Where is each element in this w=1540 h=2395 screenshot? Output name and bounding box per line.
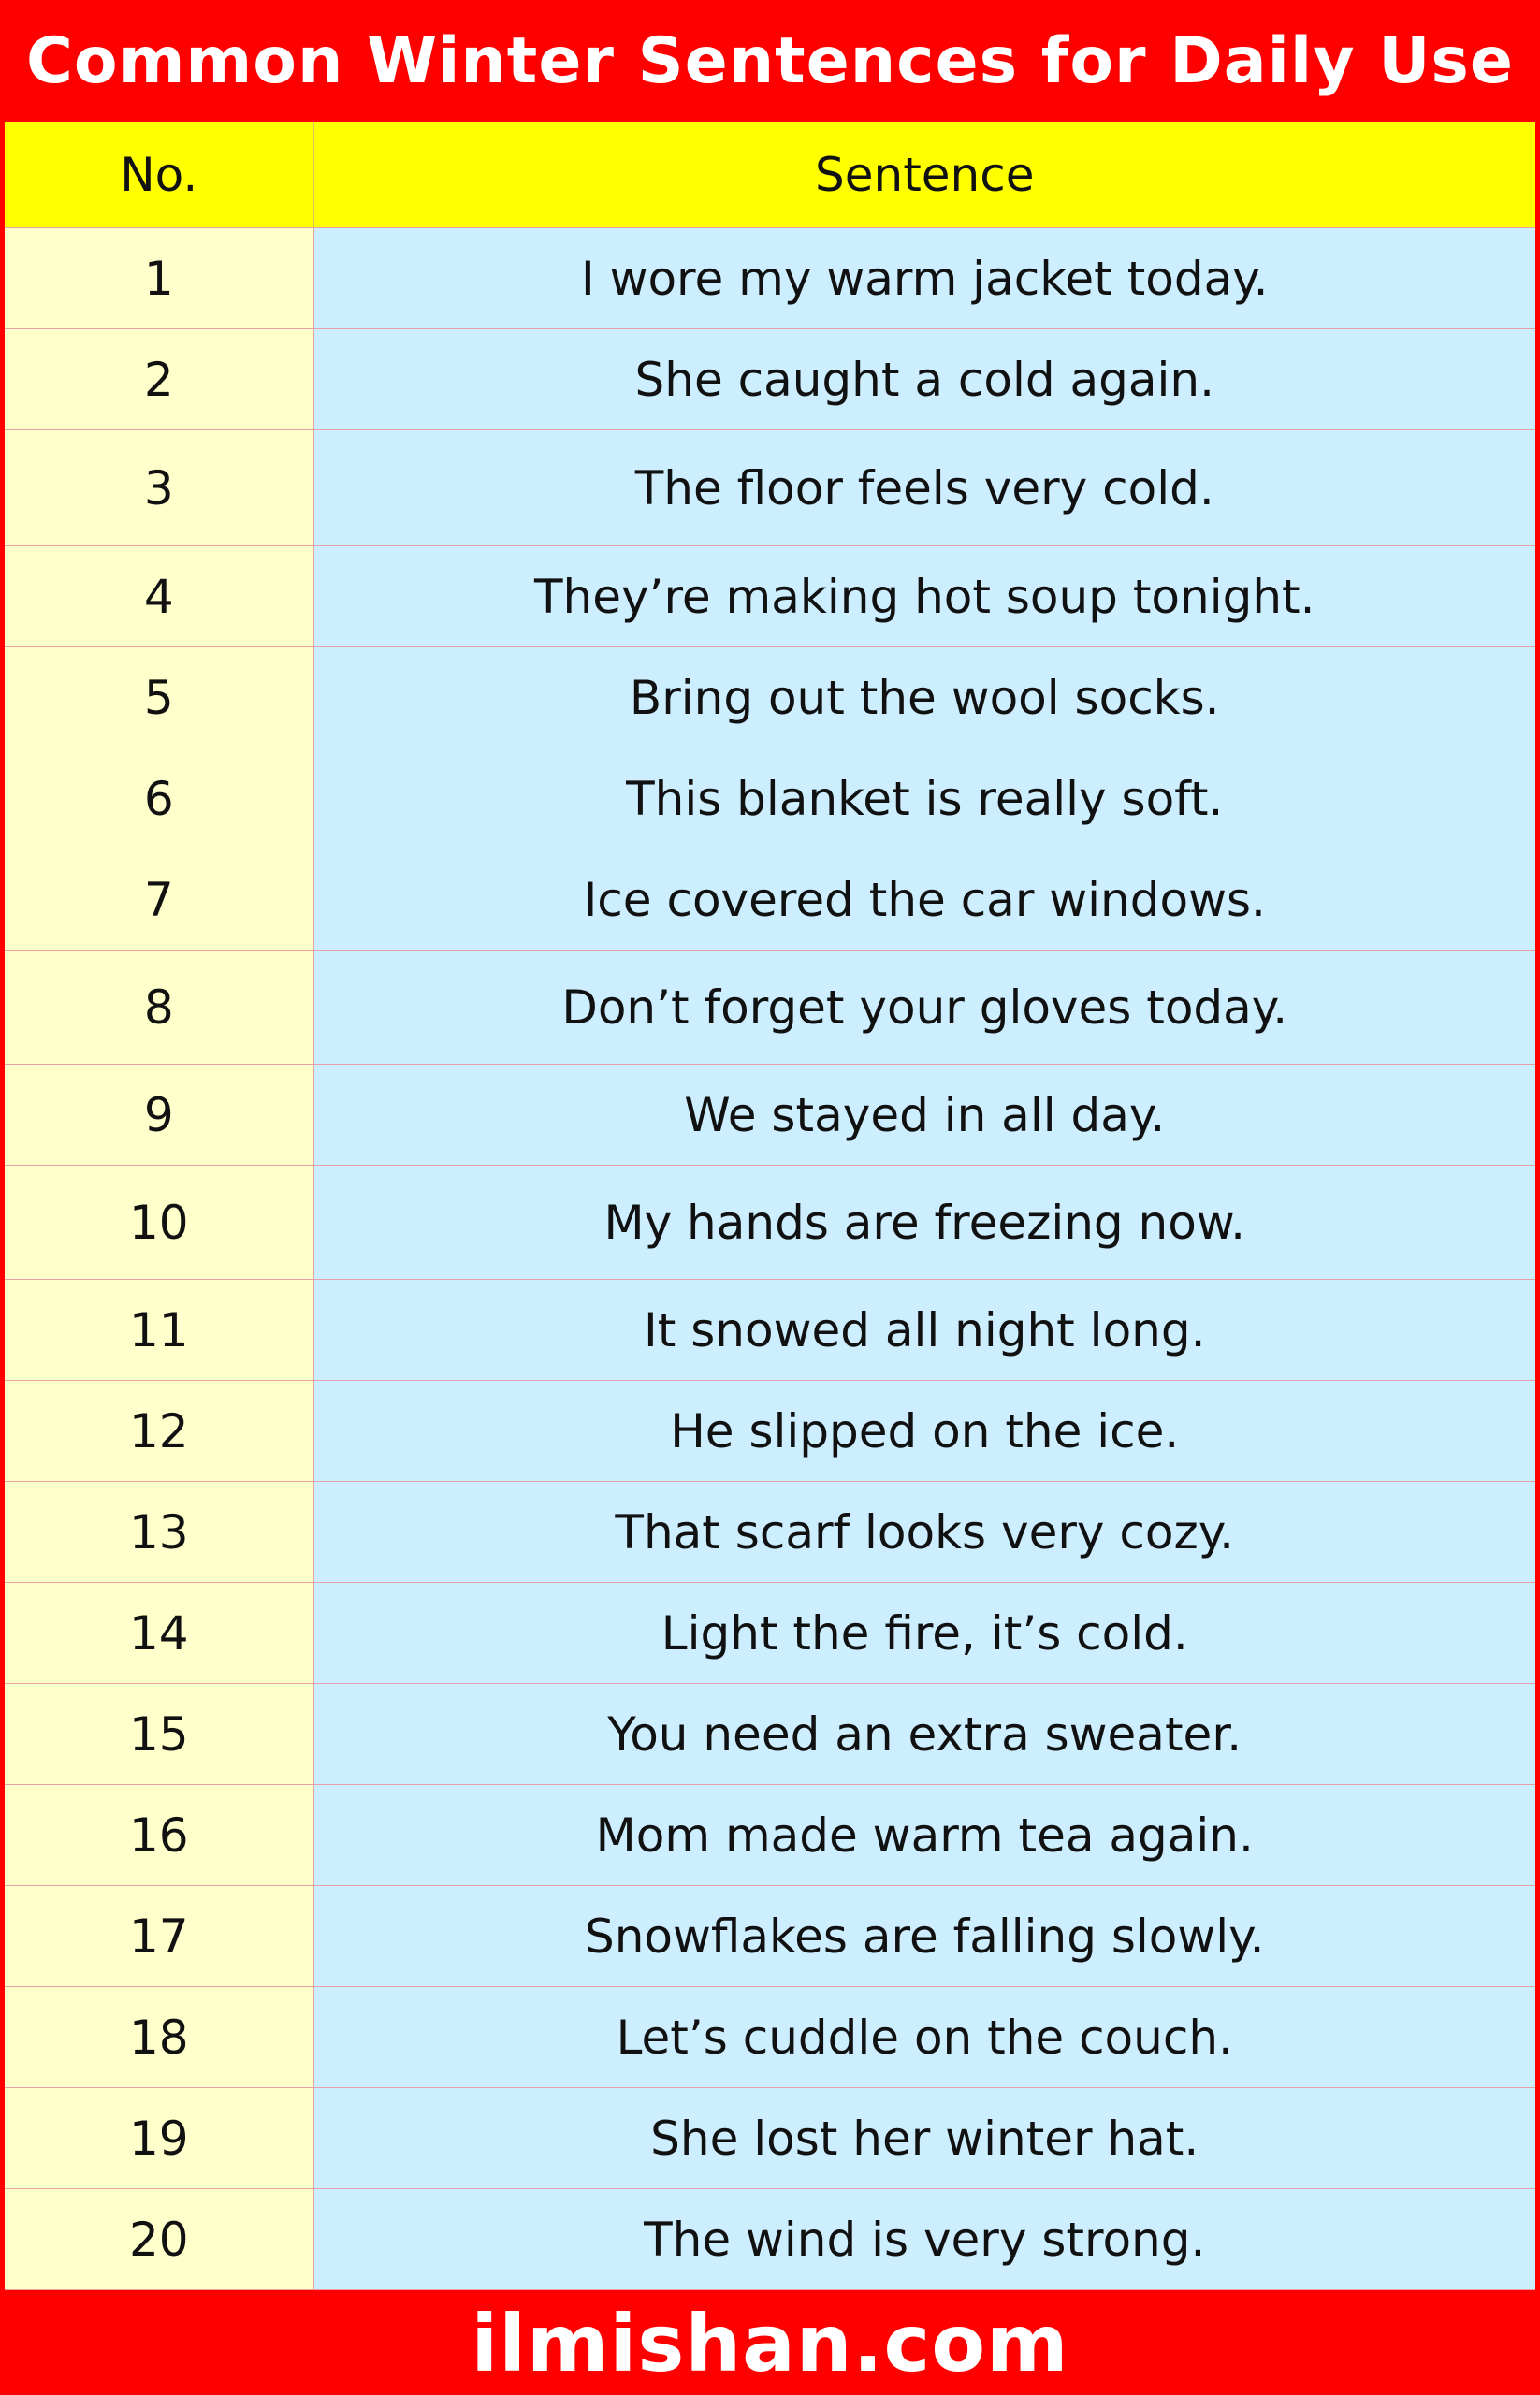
title-banner: [0, 0, 1540, 122]
sentences-table: [5, 122, 1535, 2290]
row-sentence: Don’t forget your gloves today.: [313, 951, 1535, 1065]
row-number: 11: [5, 1280, 313, 1381]
row-sentence: This blanket is really soft.: [313, 748, 1535, 849]
row-number: 13: [5, 1482, 313, 1583]
row-number: 17: [5, 1886, 313, 1987]
table-row: [5, 329, 1535, 430]
table-row: [5, 2088, 1535, 2189]
table-row: [5, 430, 1535, 546]
row-sentence: It snowed all night long.: [313, 1280, 1535, 1381]
row-sentence: The floor feels very cold.: [313, 430, 1535, 546]
table-row: [5, 849, 1535, 951]
row-sentence: Mom made warm tea again.: [313, 1785, 1535, 1886]
row-sentence: My hands are freezing now.: [313, 1166, 1535, 1280]
footer-banner: [0, 2292, 1540, 2395]
row-sentence: Snowflakes are falling slowly.: [313, 1886, 1535, 1987]
table-header-row: [5, 122, 1535, 228]
table-row: [5, 546, 1535, 647]
row-number: 6: [5, 748, 313, 849]
table-row: [5, 1583, 1535, 1684]
site-name: ilmishan.com: [471, 2298, 1069, 2389]
row-number: 19: [5, 2088, 313, 2189]
table-row: [5, 1684, 1535, 1785]
column-header-sentence: Sentence: [313, 122, 1535, 228]
table-row: [5, 1785, 1535, 1886]
row-number: 5: [5, 647, 313, 748]
row-sentence: That scarf looks very cozy.: [313, 1482, 1535, 1583]
row-sentence: Let’s cuddle on the couch.: [313, 1987, 1535, 2088]
page-title: Common Winter Sentences for Daily Use: [25, 23, 1515, 98]
table-row: [5, 228, 1535, 329]
row-sentence: He slipped on the ice.: [313, 1381, 1535, 1482]
row-number: 9: [5, 1065, 313, 1166]
row-sentence: Light the fire, it’s cold.: [313, 1583, 1535, 1684]
row-sentence: I wore my warm jacket today.: [313, 228, 1535, 329]
table-row: [5, 1065, 1535, 1166]
table-row: [5, 1381, 1535, 1482]
table-row: [5, 951, 1535, 1065]
row-number: 4: [5, 546, 313, 647]
table-row: [5, 647, 1535, 748]
row-sentence: She lost her winter hat.: [313, 2088, 1535, 2189]
table-row: [5, 1482, 1535, 1583]
column-header-number: No.: [5, 122, 313, 228]
row-sentence: They’re making hot soup tonight.: [313, 546, 1535, 647]
row-sentence: Ice covered the car windows.: [313, 849, 1535, 951]
row-sentence: Bring out the wool socks.: [313, 647, 1535, 748]
row-number: 18: [5, 1987, 313, 2088]
table-row: [5, 1280, 1535, 1381]
table-row: [5, 748, 1535, 849]
row-number: 16: [5, 1785, 313, 1886]
row-number: 7: [5, 849, 313, 951]
row-number: 10: [5, 1166, 313, 1280]
row-sentence: You need an extra sweater.: [313, 1684, 1535, 1785]
row-sentence: The wind is very strong.: [313, 2189, 1535, 2290]
row-number: 15: [5, 1684, 313, 1785]
table-row: [5, 1987, 1535, 2088]
row-sentence: We stayed in all day.: [313, 1065, 1535, 1166]
row-number: 2: [5, 329, 313, 430]
row-number: 14: [5, 1583, 313, 1684]
table-body: [5, 228, 1535, 2290]
row-number: 1: [5, 228, 313, 329]
table-row: [5, 1166, 1535, 1280]
row-number: 12: [5, 1381, 313, 1482]
table-row: [5, 1886, 1535, 1987]
table-row: [5, 2189, 1535, 2290]
row-number: 8: [5, 951, 313, 1065]
row-number: 3: [5, 430, 313, 546]
row-sentence: She caught a cold again.: [313, 329, 1535, 430]
row-number: 20: [5, 2189, 313, 2290]
